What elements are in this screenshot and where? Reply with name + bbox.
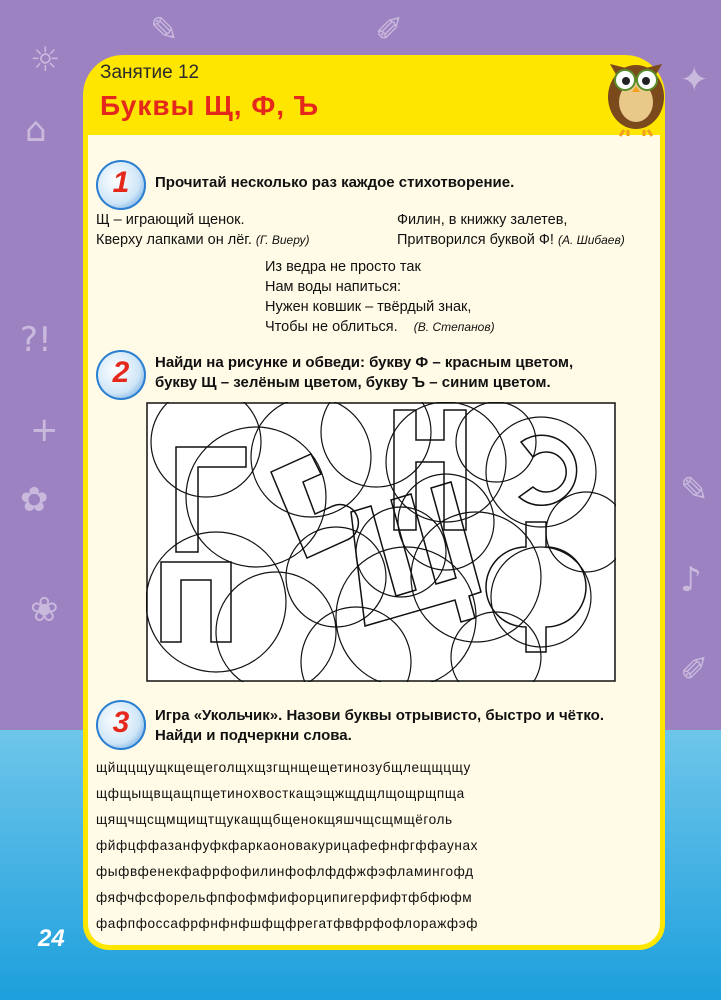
poem1 xyxy=(96,210,310,250)
poem-line: Притворился буквой Ф! xyxy=(397,232,554,248)
pencil-doodle-icon-2: ✎ xyxy=(680,470,709,510)
house-doodle-icon: ⌂ xyxy=(25,110,47,150)
letter-row[interactable]: щящчщсщмщищтщукащщбщенокщяшчщсщмщёголь xyxy=(96,812,453,827)
task-number: 1 xyxy=(112,166,130,199)
butterfly-doodle-icon: ✿ xyxy=(20,480,49,520)
page-title: Буквы Щ, Ф, Ъ xyxy=(100,90,320,121)
poem-line: Нужен ковшик – твёрдый знак, xyxy=(265,299,472,315)
letter-row[interactable]: щйщцщущкщещеголщхщзгщнщещетинозубщлещщцщу xyxy=(96,760,471,775)
task3-instruction xyxy=(155,706,665,746)
task-number-badge xyxy=(96,350,146,400)
book-doodle-icon: ✐ xyxy=(375,10,404,50)
task-number-badge xyxy=(96,160,146,210)
poem-line: Филин, в книжку залетев, xyxy=(397,212,568,228)
poem-author: (А. Шибаев) xyxy=(557,233,625,247)
poem-line: Из ведра не просто так xyxy=(265,259,421,275)
hidden-letters-puzzle[interactable] xyxy=(146,402,616,682)
instruction-line: Найди и подчеркни слова. xyxy=(155,727,352,744)
flower-doodle-icon: ❀ xyxy=(30,590,59,630)
lesson-label: Занятие 12 xyxy=(100,62,200,83)
page-number: 24 xyxy=(38,925,65,952)
poem3 xyxy=(265,257,495,337)
pencil-doodle-icon: ✎ xyxy=(150,10,179,50)
letter-row[interactable]: фяфчфсфорельфпфофмфифорципигерфифтфбфюфм xyxy=(96,890,473,905)
star-doodle-icon: ✦ xyxy=(680,60,709,100)
poem-author: (В. Степанов) xyxy=(413,320,495,334)
poem-line: Нам воды напиться: xyxy=(265,279,402,295)
poem2 xyxy=(397,210,625,250)
letter-row[interactable]: фафпфоссафрфнфнфшфщфрегатфвфрфофлоражфэф xyxy=(96,916,479,931)
owl-icon xyxy=(596,42,676,137)
letter-row[interactable]: фыфвфенекфафрфофилинфофлфдфжфэфламингофд xyxy=(96,864,474,879)
task1-instruction: Прочитай несколько раз каждое стихотворение. xyxy=(155,174,515,191)
letter-row[interactable]: щфщыщвщащпщетинохвосткащэщжщдщлщощрщпща xyxy=(96,786,465,801)
instruction-line: Игра «Укольчик». Назови буквы отрывисто, быстро и чётко. xyxy=(155,707,604,724)
poem-line: Щ – играющий щенок. xyxy=(96,212,245,228)
paint-doodle-icon: ✐ xyxy=(680,650,709,690)
poem-line: Чтобы не облиться. xyxy=(265,319,398,335)
note-doodle-icon: ♪ xyxy=(680,560,702,600)
task-number: 2 xyxy=(112,356,130,389)
poem-author: (Г. Виеру) xyxy=(255,233,310,247)
instruction-line: Найди на рисунке и обведи: букву Ф – красным цветом, xyxy=(155,354,574,371)
letter-row[interactable]: фйфцффазанфуфкфаркаоновакурицафефнфгффаунах xyxy=(96,838,479,853)
task-number: 3 xyxy=(112,706,130,739)
sun-doodle-icon: ☼ xyxy=(30,40,61,80)
instruction-line: букву Щ – зелёным цветом, букву Ъ – синим цветом. xyxy=(155,374,551,391)
task2-instruction xyxy=(155,353,665,393)
poem-line: Кверху лапками он лёг. xyxy=(96,232,252,248)
task-number-badge xyxy=(96,700,146,750)
question-doodle-icon: ?! xyxy=(20,320,52,360)
plus-doodle-icon: + xyxy=(30,410,59,450)
